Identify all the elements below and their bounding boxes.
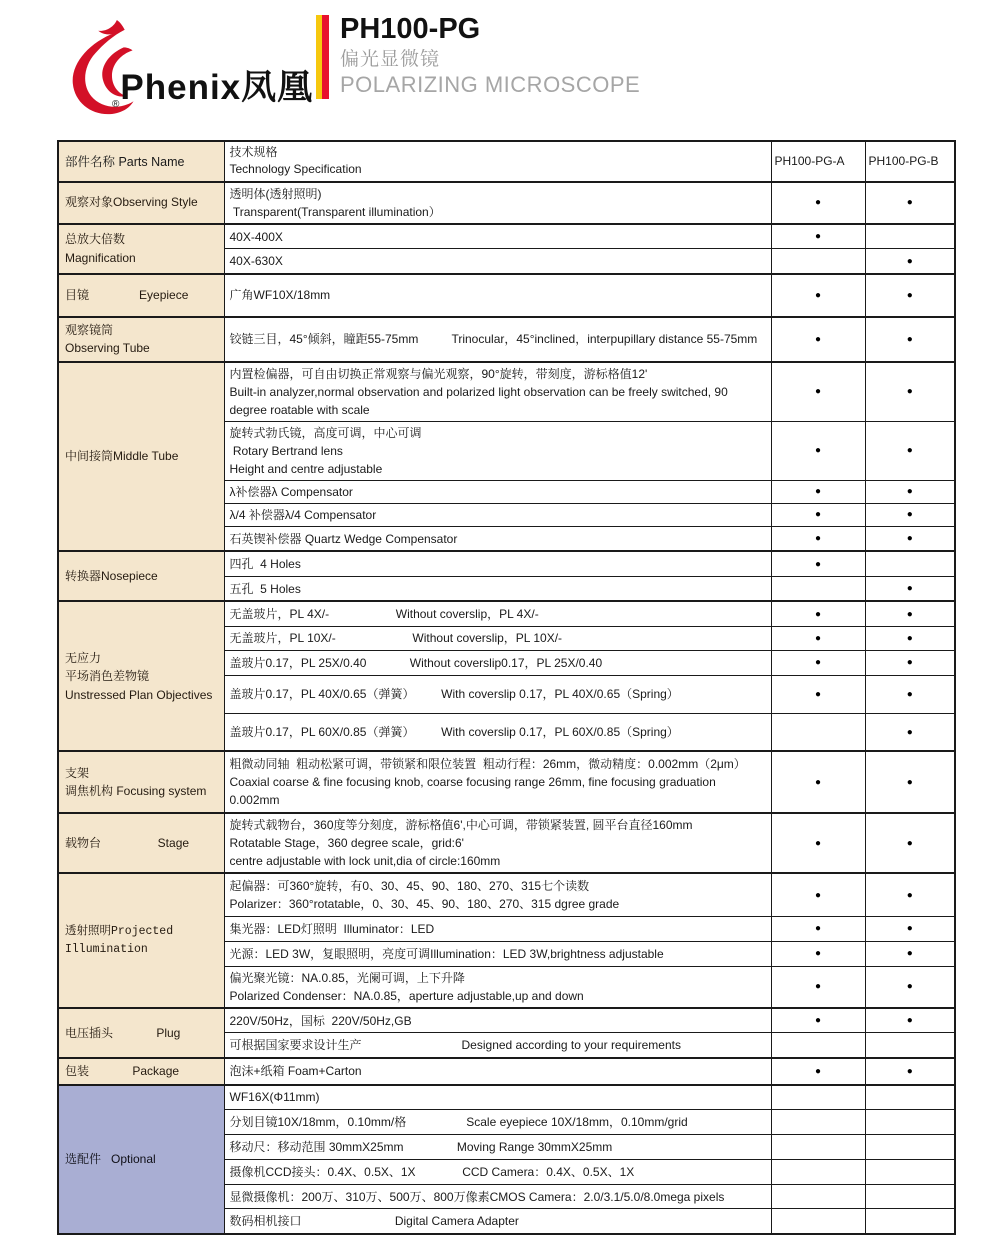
dot-cell-b: ● — [865, 362, 955, 422]
dot-cell-b — [865, 1033, 955, 1058]
part-name-cell: 选配件 Optional — [58, 1085, 224, 1234]
part-name-cell: 无应力 平场消色差物镜 Unstressed Plan Objectives — [58, 601, 224, 751]
spec-row — [58, 873, 955, 916]
dot-cell-a: ● — [771, 551, 865, 576]
spec-cell: 可根据国家要求设计生产 Designed according to your requirements — [224, 1033, 771, 1058]
spec-row — [58, 317, 955, 362]
dot-cell-a — [771, 713, 865, 751]
dot-cell-a: ● — [771, 751, 865, 813]
spec-row — [58, 1058, 955, 1085]
dot-cell-a: ● — [771, 813, 865, 873]
spec-cell: 移动尺：移动范围 30mmX25mm Moving Range 30mmX25mm — [224, 1135, 771, 1160]
spec-cell: 粗微动同轴 粗动松紧可调，带锁紧和限位装置 粗动行程：26mm，微动精度：0.002mm（2μm） Coaxial coarse & fine focusing knob, coarse focusing range 26mm, fine focusing graduation 0.002mm — [224, 751, 771, 813]
part-name-cell: 转换器Nosepiece — [58, 551, 224, 601]
spec-cell: 220V/50Hz，国标 220V/50Hz,GB — [224, 1008, 771, 1033]
part-name-cell: 载物台 Stage — [58, 813, 224, 873]
dot-cell-a: ● — [771, 480, 865, 503]
dot-cell-b — [865, 1085, 955, 1110]
dot-cell-b: ● — [865, 813, 955, 873]
spec-cell: 起偏器：可360°旋转，有0、30、45、90、180、270、315七个读数 Polarizer：360°rotatable，0、30、45、90、180、270、315 dgree grade — [224, 873, 771, 916]
table-header-row — [58, 141, 955, 182]
dot-cell-a: ● — [771, 626, 865, 650]
dot-cell-b: ● — [865, 576, 955, 601]
spec-cell: 无盖玻片，PL 10X/- Without coverslip，PL 10X/- — [224, 626, 771, 650]
dot-cell-a — [771, 1185, 865, 1209]
spec-row — [58, 751, 955, 813]
spec-row — [58, 1008, 955, 1033]
spec-cell: 显微摄像机：200万、310万、500万、800万像素CMOS Camera：2.0/3.1/5.0/8.0mega pixels — [224, 1185, 771, 1209]
part-name-cell: 总放大倍数 Magnification — [58, 224, 224, 274]
header-tech-spec: 技术规格 Technology Specification — [224, 141, 771, 182]
dot-cell-b — [865, 551, 955, 576]
part-name-cell: 透射照明Projected Illumination — [58, 873, 224, 1008]
spec-row — [58, 224, 955, 249]
spec-cell: 盖玻片0.17，PL 40X/0.65（弹簧） With coverslip 0.17，PL 40X/0.65（Spring） — [224, 675, 771, 713]
dot-cell-b: ● — [865, 601, 955, 626]
spec-cell: 无盖玻片，PL 4X/- Without coverslip，PL 4X/- — [224, 601, 771, 626]
spec-cell: λ/4 补偿器λ/4 Compensator — [224, 503, 771, 526]
dot-cell-b: ● — [865, 916, 955, 941]
dot-cell-a: ● — [771, 916, 865, 941]
spec-cell: 石英锲补偿器 Quartz Wedge Compensator — [224, 526, 771, 551]
product-name-cn: 偏光显微镜 — [340, 48, 441, 70]
spec-cell: 偏光聚光镜：NA.0.85，光阑可调，上下升降 Polarized Condenser：NA.0.85，aperture adjustable,up and down — [224, 966, 771, 1008]
spec-row — [58, 551, 955, 576]
header-parts-name: 部件名称 Parts Name — [58, 141, 224, 182]
dot-cell-b: ● — [865, 503, 955, 526]
dot-cell-b: ● — [865, 182, 955, 224]
dot-cell-b — [865, 1160, 955, 1185]
spec-cell: 分划目镜10X/18mm，0.10mm/格 Scale eyepiece 10X/18mm，0.10mm/grid — [224, 1110, 771, 1135]
dot-cell-a: ● — [771, 1008, 865, 1033]
dot-cell-b — [865, 1135, 955, 1160]
spec-cell: 旋转式载物台，360度等分刻度，游标格值6',中心可调，带锁紧装置, 圆平台直径160mm Rotatable Stage，360 degree scale，grid:6' centre adjustable with lock unit,dia of circle:160mm — [224, 813, 771, 873]
dot-cell-b: ● — [865, 421, 955, 480]
spec-cell: 集光器：LED灯照明 Illuminator：LED — [224, 916, 771, 941]
dot-cell-b: ● — [865, 873, 955, 916]
dot-cell-b: ● — [865, 626, 955, 650]
dot-cell-a: ● — [771, 1058, 865, 1085]
dot-cell-a: ● — [771, 601, 865, 626]
dot-cell-a: ● — [771, 182, 865, 224]
dot-cell-a — [771, 1110, 865, 1135]
specification-table — [57, 140, 956, 1235]
dot-cell-b: ● — [865, 274, 955, 317]
registered-mark: ® — [112, 99, 121, 110]
spec-cell: 泡沫+纸箱 Foam+Carton — [224, 1058, 771, 1085]
dot-cell-b — [865, 1110, 955, 1135]
dot-cell-a — [771, 1085, 865, 1110]
dot-cell-b: ● — [865, 1058, 955, 1085]
dot-cell-a: ● — [771, 224, 865, 249]
part-name-cell: 中间接筒Middle Tube — [58, 362, 224, 552]
dot-cell-a: ● — [771, 650, 865, 675]
spec-row — [58, 362, 955, 422]
spec-cell: 透明体(透射照明) Transparent(Transparent illumination） — [224, 182, 771, 224]
dot-cell-b: ● — [865, 941, 955, 966]
spec-row — [58, 813, 955, 873]
spec-row — [58, 182, 955, 224]
part-name-cell: 观察镜筒 Observing Tube — [58, 317, 224, 362]
spec-cell: 盖玻片0.17，PL 25X/0.40 Without coverslip0.17，PL 25X/0.40 — [224, 650, 771, 675]
dot-cell-a: ● — [771, 274, 865, 317]
spec-cell: 旋转式勃氏镜，高度可调，中心可调 Rotary Bertrand lens Height and centre adjustable — [224, 421, 771, 480]
spec-cell: WF16X(Φ11mm) — [224, 1085, 771, 1110]
spec-cell: 40X-630X — [224, 249, 771, 274]
dot-cell-a: ● — [771, 421, 865, 480]
spec-cell: 五孔 5 Holes — [224, 576, 771, 601]
part-name-cell: 电压插头 Plug — [58, 1008, 224, 1058]
part-name-cell: 包装 Package — [58, 1058, 224, 1085]
spec-cell: 40X-400X — [224, 224, 771, 249]
dot-cell-b: ● — [865, 751, 955, 813]
dot-cell-b: ● — [865, 966, 955, 1008]
spec-cell: 光源：LED 3W，复眼照明，亮度可调Illumination：LED 3W,brightness adjustable — [224, 941, 771, 966]
spec-row — [58, 274, 955, 317]
dot-cell-b — [865, 1209, 955, 1234]
dot-cell-a — [771, 1135, 865, 1160]
spec-table-body — [58, 182, 955, 1234]
spec-cell: 摄像机CCD接头：0.4X、0.5X、1X CCD Camera：0.4X、0.5X、1X — [224, 1160, 771, 1185]
product-name-en: POLARIZING MICROSCOPE — [340, 71, 641, 97]
spec-row — [58, 601, 955, 626]
dot-cell-b: ● — [865, 526, 955, 551]
dot-cell-a: ● — [771, 675, 865, 713]
dot-cell-a: ● — [771, 526, 865, 551]
header-model-b: PH100-PG-B — [865, 141, 955, 182]
dot-cell-a — [771, 249, 865, 274]
dot-cell-a: ● — [771, 503, 865, 526]
dot-cell-b — [865, 1185, 955, 1209]
dot-cell-a — [771, 1033, 865, 1058]
part-name-cell: 支架 调焦机构 Focusing system — [58, 751, 224, 813]
spec-cell: 铰链三目，45°倾斜，瞳距55-75mm Trinocular，45°inclined，interpupillary distance 55-75mm — [224, 317, 771, 362]
dot-cell-b: ● — [865, 713, 955, 751]
dot-cell-a: ● — [771, 317, 865, 362]
dot-cell-b: ● — [865, 317, 955, 362]
dot-cell-a: ● — [771, 941, 865, 966]
dot-cell-a: ● — [771, 873, 865, 916]
accent-stripe-red — [322, 15, 329, 99]
spec-cell: 内置检偏器，可自由切换正常观察与偏光观察，90°旋转，带刻度，游标格值12' Built-in analyzer,normal observation and polarized light observation can be freely switched, 90 degree roatable with scale — [224, 362, 771, 422]
dot-cell-b — [865, 224, 955, 249]
dot-cell-a: ● — [771, 362, 865, 422]
dot-cell-a — [771, 576, 865, 601]
spec-cell: 广角WF10X/18mm — [224, 274, 771, 317]
part-name-cell: 目镜 Eyepiece — [58, 274, 224, 317]
spec-row — [58, 1085, 955, 1110]
spec-cell: 数码相机接口 Digital Camera Adapter — [224, 1209, 771, 1234]
dot-cell-b: ● — [865, 675, 955, 713]
spec-cell: 四孔 4 Holes — [224, 551, 771, 576]
dot-cell-b: ● — [865, 650, 955, 675]
part-name-cell: 观察对象Observing Style — [58, 182, 224, 224]
header-model-a: PH100-PG-A — [771, 141, 865, 182]
dot-cell-a: ● — [771, 966, 865, 1008]
dot-cell-b: ● — [865, 1008, 955, 1033]
dot-cell-b: ● — [865, 249, 955, 274]
brand-name: $_®$Phenix凤凰 — [112, 68, 314, 110]
dot-cell-a — [771, 1209, 865, 1234]
product-model: PH100-PG — [340, 13, 481, 45]
spec-cell: λ补偿器λ Compensator — [224, 480, 771, 503]
dot-cell-a — [771, 1160, 865, 1185]
dot-cell-b: ● — [865, 480, 955, 503]
spec-cell: 盖玻片0.17，PL 60X/0.85（弹簧） With coverslip 0.17，PL 60X/0.85（Spring） — [224, 713, 771, 751]
